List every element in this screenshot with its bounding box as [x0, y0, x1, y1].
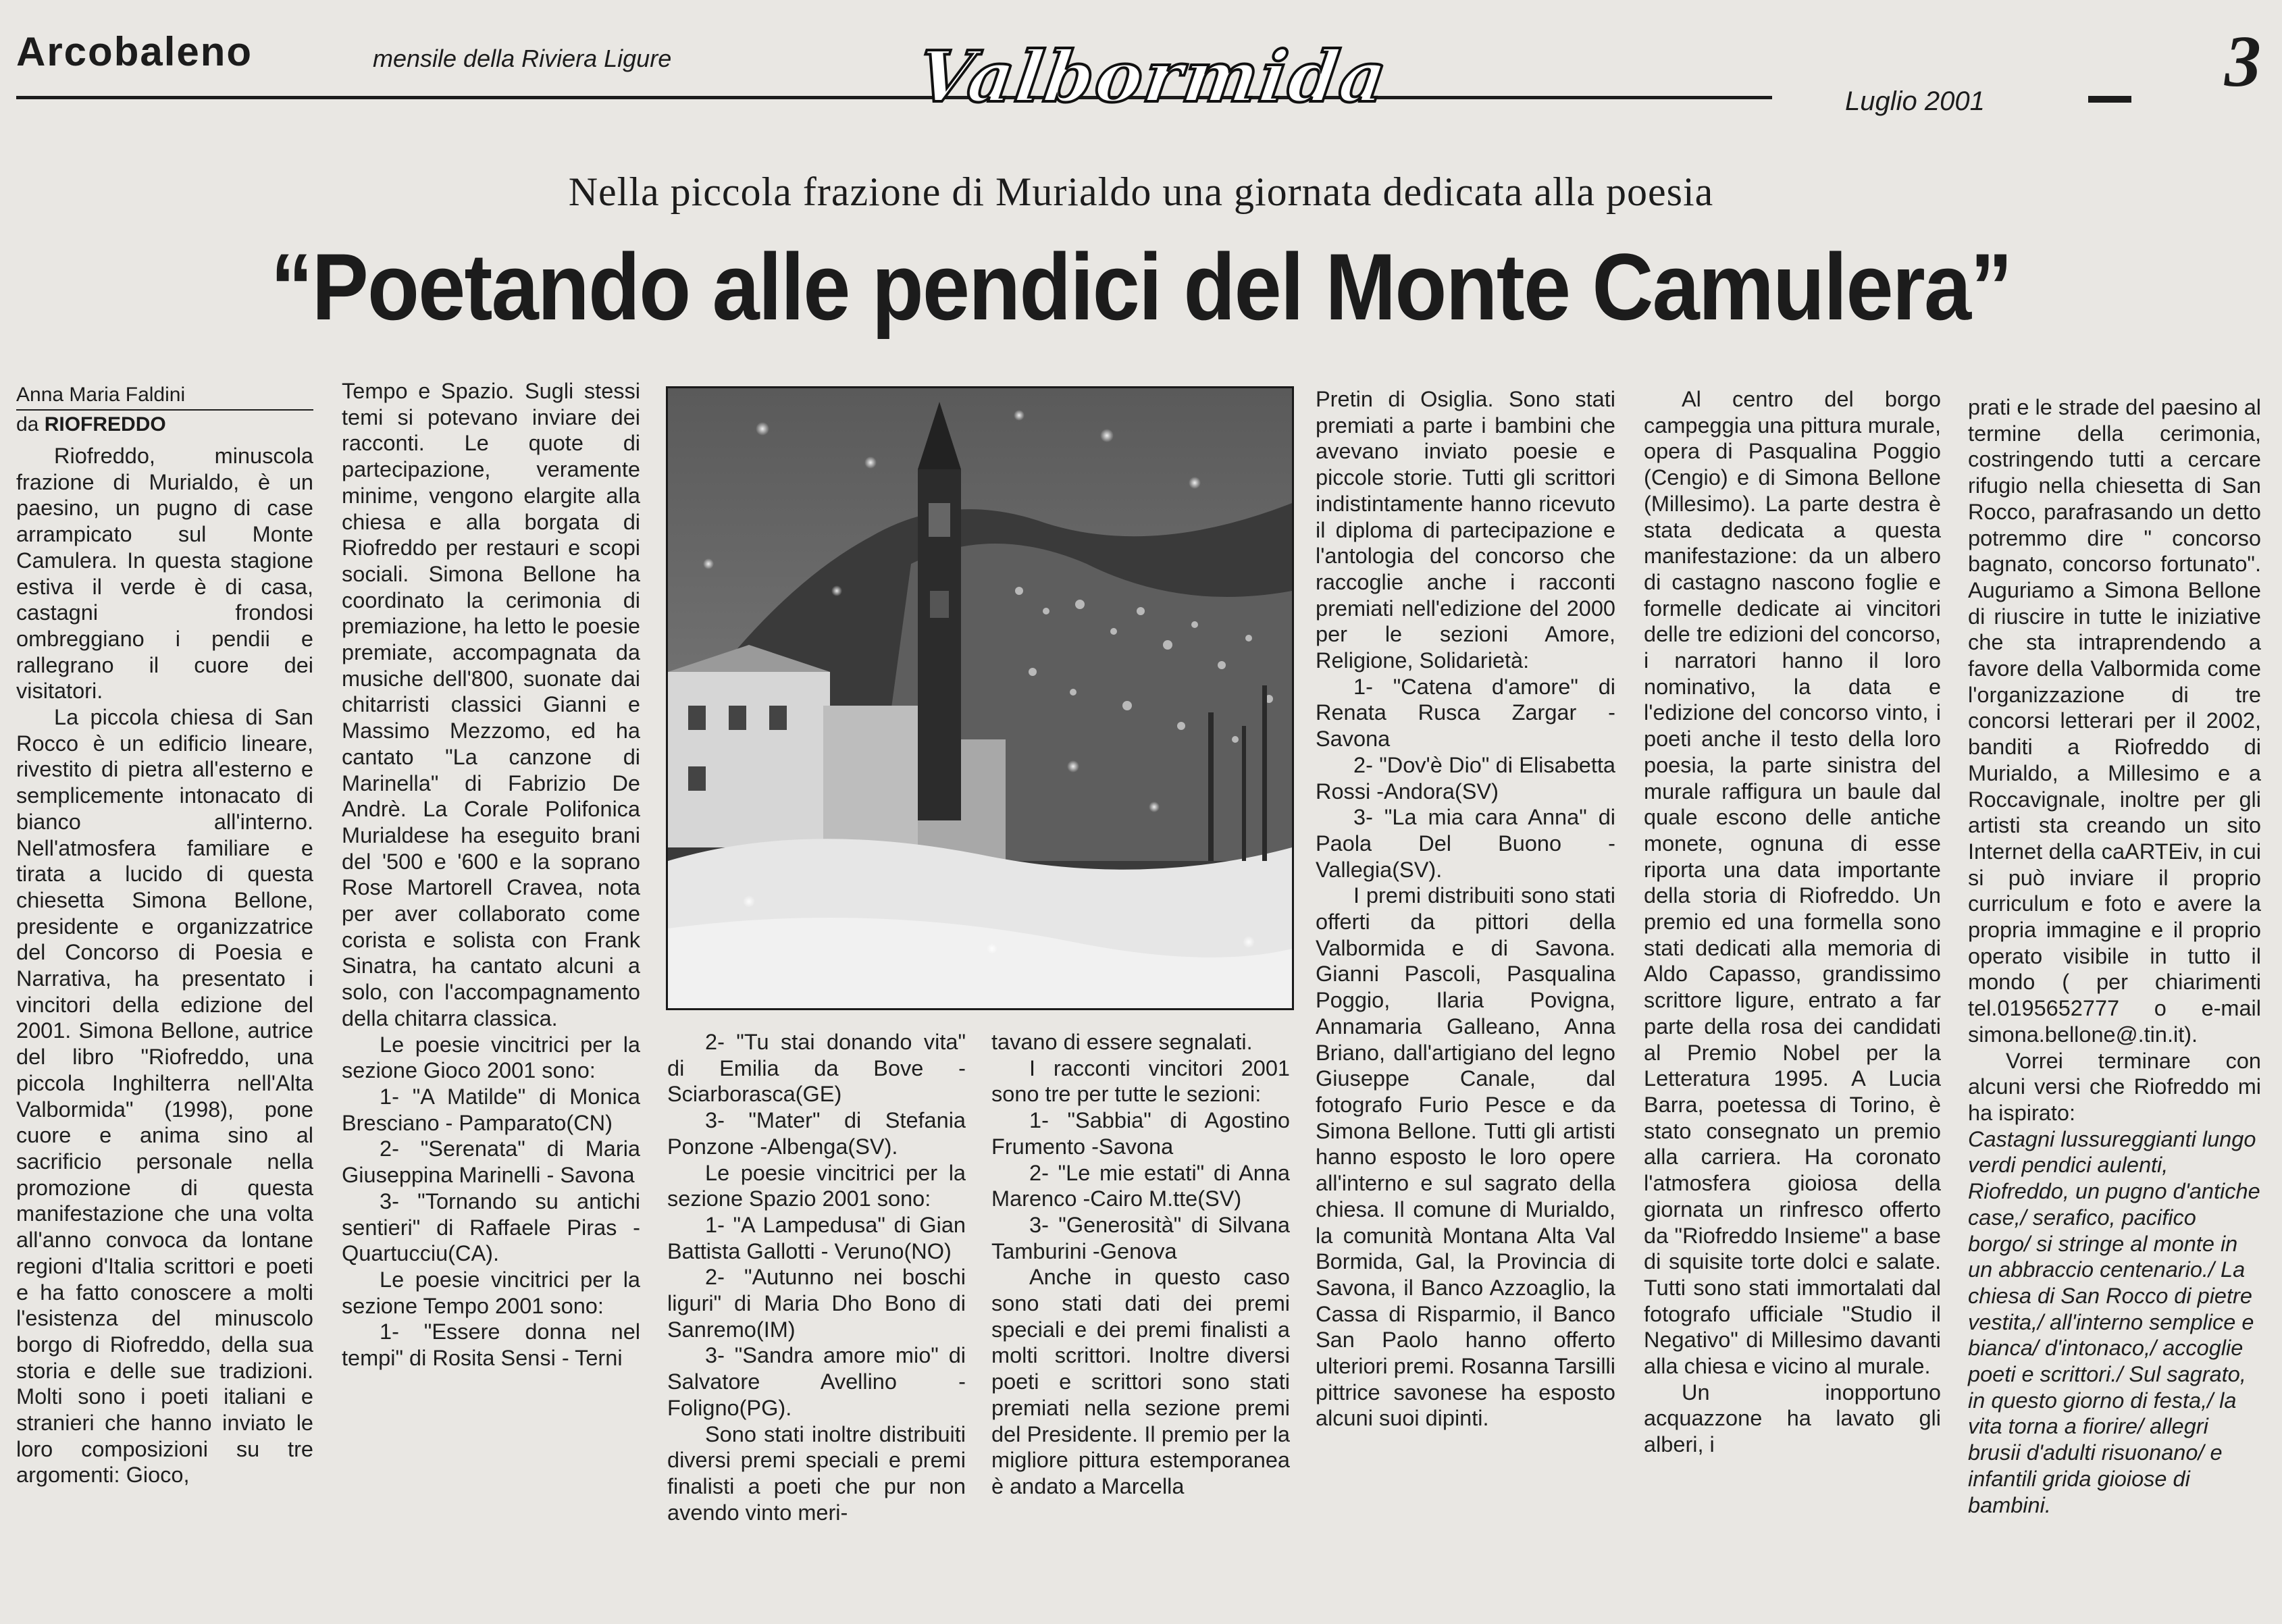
article-headline: “Poetando alle pendici del Monte Camulera”: [270, 234, 2012, 340]
paragraph: Un inopportuno acquazzone ha lavato gli alberi, i: [1644, 1380, 1941, 1457]
list-item: 1- "Sabbia" di Agostino Frumento -Savona: [991, 1108, 1290, 1159]
paragraph: Le poesie vincitrici per la sezione Gioco 2001 sono:: [342, 1032, 640, 1083]
paper-name: Arcobaleno: [16, 29, 253, 74]
article-kicker: Nella piccola frazione di Murialdo una giornata dedicata alla poesia: [568, 169, 1714, 214]
paragraph: Vorrei terminare con alcuni versi che Riofreddo mi ha ispirato:: [1968, 1048, 2261, 1125]
paragraph: Le poesie vincitrici per la sezione Tempo 2001 sono:: [342, 1267, 640, 1318]
paragraph: Riofreddo, minuscola frazione di Murialdo, è un paesino, un pugno di case arrampicato sul Monte Camulera. In questa stagione estiva il verde è di casa, castagni frondosi ombreggiano i pendii e rallegrano il cuore dei visitatori.: [16, 444, 313, 704]
list-item: 2- "Tu stai donando vita" di Emilia da Bove -Sciarborasca(GE): [667, 1030, 966, 1107]
dateline-place: RIOFREDDO: [44, 413, 166, 436]
paragraph: Tempo e Spazio. Sugli stessi temi si potevano inviare dei racconti. Le quote di partecipazione, veramente minime, vengono elargite alla chiesa e alla borgata di Riofreddo per restauri e scopi sociali. Simona Bellone ha coordinato la cerimonia di premiazione, ha letto le poesie premiate, accompagnata da musiche dell'800, suonate dai chitarristi classici Gianni e Massimo Mezzomo, ed ha cantato "La canzone di Marinella" di Fabrizio De Andrè. La Corale Polifonica Murialdese ha eseguito brani del '500 e '600 e la soprano Rose Martorell Cravea, nota per aver collaborato come corista e solista con Frank Sinatra, ha cantato alcuni a solo, con l'accompagnamento della chitarra classica.: [342, 379, 640, 1030]
list-item: 3- "Sandra amore mio" di Salvatore Avellino -Foligno(PG).: [667, 1343, 966, 1420]
article-column-1: [16, 443, 313, 1488]
paragraph: Anche in questo caso sono stati dati dei premi speciali e dei premi finalisti a molti scrittori. Inoltre diversi poeti e scrittori sono stati premiati nella sezione premi del Presidente. Il premio per la migliore pittura estemporanea è andato a Marcella: [991, 1265, 1290, 1498]
section-title: Valbormida: [912, 35, 1394, 118]
article-column-7: [1968, 394, 2261, 1518]
church-bell-tower-village-photo: [668, 388, 1292, 1008]
paragraph: La piccola chiesa di San Rocco è un edificio lineare, rivestito di pietra all'esterno e semplicemente intonacato di bianco all'interno. Nell'atmosfera familiare e tirata a lucido di questa chiesetta Simona Bellone, presidente e organizzatrice del Concorso di Poesia e Narrativa, ha presentato i vincitori della edizione del 2001. Simona Bellone, autrice del libro "Riofreddo, una piccola Inghilterra nell'Alta Valbormida" (1998), pone cuore e anima sino al sacrificio personale nella promozione di questa manifestazione che una volta all'anno convoca da lontane regioni d'Italia scrittori e poeti e ha fatto conoscere a molti l'esistenza del minuscolo borgo di Riofreddo, della sua storia e delle sue tradizioni. Molti sono i poeti italiani e stranieri che hanno inviato le loro composizioni su tre argomenti: Gioco,: [16, 705, 313, 1488]
list-item: 2- "Le mie estati" di Anna Marenco -Cairo M.tte(SV): [991, 1160, 1290, 1211]
poem: Castagni lussureggianti lungo verdi pendici aulenti, Riofreddo, un pugno d'antiche case,/ serafico, pacifico borgo/ si stringe al monte in un abbraccio centenario./ La chiesa di San Rocco di pietre vestita,/ all'interno semplice e bianca/ d'intonaco,/ accoglie poeti e scrittori./ Sul sagrato, in questo giorno di festa,/ la vita torna a fiorire/ allegri brusii d'adulti risuonano/ e infantili grida gioiose di bambini.: [1968, 1126, 2260, 1517]
paragraph: Pretin di Osiglia. Sono stati premiati a parte i bambini che avevano inviato poesie e piccole storie. Tutti gli scrittori indistintamente hanno ricevuto il diploma di partecipazione e l'antologia del concorso che raccoglie anche i racconti premiati nell'edizione del 2000 per le sezioni Amore, Religione, Solidarietà:: [1316, 387, 1615, 673]
list-item: 3- "Generosità" di Silvana Tamburini -Genova: [991, 1212, 1290, 1263]
masthead-rule: [16, 96, 1772, 99]
article-column-3: [667, 1029, 966, 1525]
paragraph: Sono stati inoltre distribuiti diversi premi speciali e premi finalisti a poeti che pur non avendo vinto meri-: [667, 1421, 966, 1525]
article-column-5: [1316, 386, 1615, 1432]
dateline-prefix: da: [16, 413, 39, 436]
paper-subtitle: mensile della Riviera Ligure: [373, 45, 672, 72]
paragraph: Le poesie vincitrici per la sezione Spazio 2001 sono:: [667, 1160, 966, 1211]
list-item: 1- "A Matilde" di Monica Bresciano - Pamparato(CN): [342, 1084, 640, 1135]
list-item: 3- "La mia cara Anna" di Paola Del Buono -Vallegia(SV).: [1316, 805, 1615, 882]
list-item: 2- "Serenata" di Maria Giuseppina Marinelli - Savona: [342, 1136, 640, 1188]
article-column-4: [991, 1029, 1290, 1500]
byline-dateline: [16, 413, 166, 436]
paragraph: I premi distribuiti sono stati offerti da pittori della Valbormida e di Savona. Gianni Pascoli, Pasqualina Poggio, Ilaria Povigna, Annamaria Galleano, Anna Briano, dall'artigiano del legno Giuseppe Canale, dal fotografo Furio Pesce e da Simona Bellone. Tutti gli artisti hanno esposto le loro opere all'interno e sul sagrato della chiesa. Il comune di Murialdo, la comunità Montana Alta Val Bormida, Gal, la Provincia di Savona, il Banco Azzoaglio, la Cassa di Risparmio, il Banco San Paolo hanno offerto ulteriori premi. Rosanna Tarsilli pittrice savonese ha esposto alcuni suoi dipinti.: [1316, 883, 1615, 1431]
list-item: 2- "Autunno nei boschi liguri" di Maria Dho Bono di Sanremo(IM): [667, 1265, 966, 1342]
paragraph: I racconti vincitori 2001 sono tre per tutte le sezioni:: [991, 1055, 1290, 1107]
article-column-6: [1644, 386, 1941, 1458]
page-number: 3: [2225, 22, 2261, 102]
page-dash: [2088, 96, 2131, 103]
church-photo: [666, 386, 1294, 1010]
paragraph: prati e le strade del paesino al termine della cerimonia, costringendo tutti a cercare rifugio nella chiesetta di San Rocco, parafrasando un detto potremmo dire " concorso bagnato, concorso fortunato". Auguriamo a Simona Bellone di riuscire in tutte le iniziative che sta intraprendendo a favore della Valbormida come l'organizzazione di tre concorsi letterari per il 2002, banditi a Riofreddo di Murialdo, a Millesimo e a Roccavignale, inoltre per gli artisti sta creando un sito Internet della caARTEiv, in cui si può inviare il proprio curriculum e foto e avere la propria immagine e il proprio operato visibile in tutto il mondo ( per chiarimenti tel.0195652777 o e-mail simona.bellone@.tin.it).: [1968, 395, 2261, 1047]
paragraph: tavano di essere segnalati.: [991, 1030, 1253, 1054]
list-item: 1- "Catena d'amore" di Renata Rusca Zargar - Savona: [1316, 674, 1615, 752]
list-item: 1- "Essere donna nel tempi" di Rosita Sensi - Terni: [342, 1319, 640, 1371]
list-item: 3- "Tornando su antichi sentieri" di Raffaele Piras - Quartucciu(CA).: [342, 1188, 640, 1266]
article-column-2: [342, 378, 640, 1371]
paragraph: Al centro del borgo campeggia una pittura murale, opera di Pasqualina Poggio (Cengio) e di Simona Bellone (Millesimo). La parte destra è stata dedicata a questa manifestazione: da un albero di castagno nascono foglie e formelle dedicate ai vincitori delle tre edizioni del concorso, i narratori hanno il loro nominativo, la data e l'edizione del concorso vinto, i poeti anche il testo della loro poesia, la parte sinistra del murale raffigura un baule dal quale escono delle antiche monete, ognuna di esse riporta una data importante della storia di Riofreddo. Un premio ed una formella sono stati dedicati alla memoria di Aldo Capasso, grandissimo scrittore ligure, entrato a far parte della rosa dei candidati al Premio Nobel per la Letteratura 1995. A Lucia Barra, poetessa di Torino, è stato consegnato un premio alla carriera. Ha coronato l'atmosfera gioiosa della giornata un rinfresco offerto da "Riofreddo Insieme" a base di squisite torte dolci e salate. Tutti sono stati immortalati dal fotografo ufficiale "Studio il Negativo" di Millesimo davanti alla chiesa e vicino al murale.: [1644, 387, 1941, 1379]
issue-date: Luglio 2001: [1845, 86, 1985, 116]
byline-author: Anna Maria Faldini: [16, 384, 313, 411]
list-item: 1- "A Lampedusa" di Gian Battista Gallotti - Veruno(NO): [667, 1212, 966, 1263]
list-item: 2- "Dov'è Dio" di Elisabetta Rossi -Andora(SV): [1316, 752, 1615, 804]
list-item: 3- "Mater" di Stefania Ponzone -Albenga(SV).: [667, 1108, 966, 1159]
